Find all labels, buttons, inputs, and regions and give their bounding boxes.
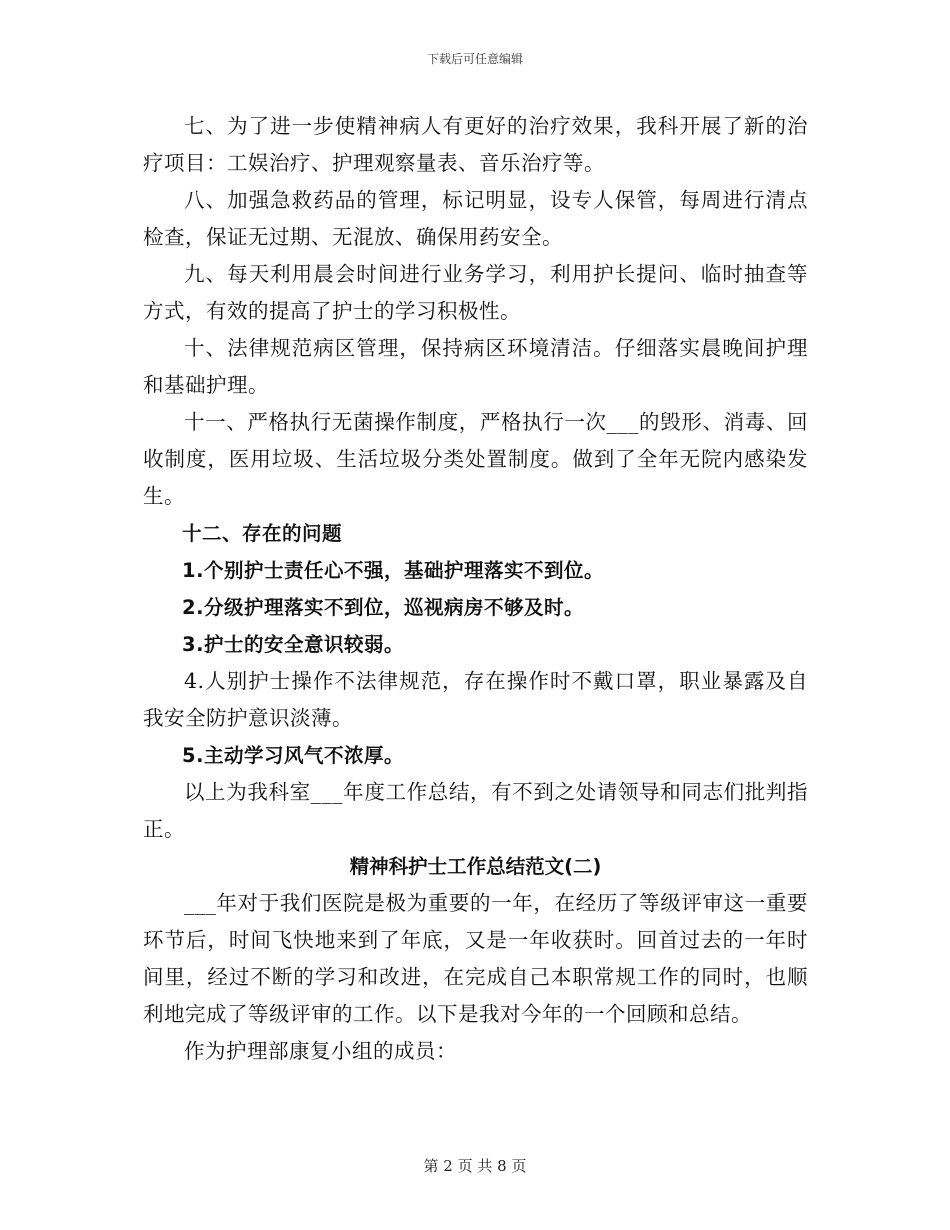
- document-body: [143, 108, 808, 1070]
- paragraph-10: 十、法律规范病区管理，保持病区环境清洁。仔细落实晨晚间护理和基础护理。: [143, 336, 808, 397]
- paragraph-11: 十一、严格执行无菌操作制度，严格执行一次___的毁形、消毒、回收制度，医用垃圾、生活垃圾分类处置制度。做到了全年无院内感染发生。: [143, 410, 808, 508]
- closing-paragraph: 以上为我科室___年度工作总结，有不到之处请领导和同志们批判指正。: [143, 780, 808, 841]
- section2-paragraph-2: 作为护理部康复小组的成员：: [184, 1039, 457, 1063]
- page-footer: 第 2 页 共 8 页: [423, 1157, 527, 1175]
- section2-paragraph-1: ___年对于我们医院是极为重要的一年，在经历了等级评审这一重要环节后，时间飞快地来到了年底，又是一年收获时。回首过去的一年时间里，经过不断的学习和改进，在完成自己本职常规工作的同时，也顺利地完成了等级评审的工作。以下是我对今年的一个回顾和总结。: [143, 891, 808, 1026]
- paragraph-9: 九、每天利用晨会时间进行业务学习，利用护长提问、临时抽查等方式，有效的提高了护士的学习积极性。: [143, 262, 808, 323]
- problem-item-4: 4.人别护士操作不法律规范，存在操作时不戴口罩，职业暴露及自我安全防护意识淡薄。: [143, 669, 808, 730]
- paragraph-8: 八、加强急救药品的管理，标记明显，设专人保管，每周进行清点检查，保证无过期、无混放、确保用药安全。: [143, 188, 808, 249]
- page-header: 下载后可任意编辑: [426, 52, 523, 66]
- problems-heading: 十二、存在的问题: [182, 522, 343, 545]
- problem-item-5: 5.主动学习风气不浓厚。: [182, 744, 404, 767]
- problem-item-3: 3.护士的安全意识较弱。: [182, 633, 404, 656]
- paragraph-7: 七、为了进一步使精神病人有更好的治疗效果，我科开展了新的治疗项目：工娱治疗、护理观察量表、音乐治疗等。: [143, 114, 808, 175]
- problem-item-2: 2.分级护理落实不到位，巡视病房不够及时。: [182, 596, 584, 619]
- problem-item-1: 1.个别护士责任心不强，基础护理落实不到位。: [182, 559, 604, 582]
- section-title: 精神科护士工作总结范文(二): [349, 855, 602, 878]
